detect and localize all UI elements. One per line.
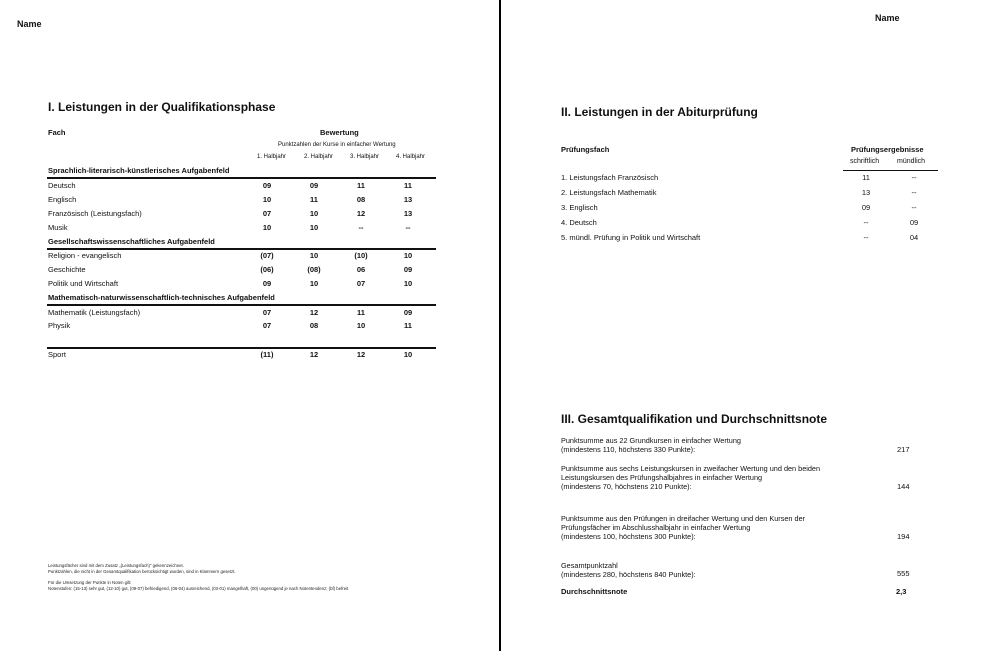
average-grade-label: Durchschnittsnote <box>561 587 628 596</box>
score-cell: -- <box>405 223 411 232</box>
semester-header-4: 4. Halbjahr <box>396 154 426 160</box>
group-label: Gesellschaftswissenschaftliches Aufgabenfeld <box>48 237 215 246</box>
score-cell: -- <box>358 223 364 232</box>
exam-written-score: 11 <box>862 173 870 182</box>
score-cell: 09 <box>403 265 413 274</box>
score-cell: 10 <box>309 209 319 218</box>
exam-written-score: -- <box>863 233 869 242</box>
group-label: Mathematisch-naturwissenschaftlich-technisches Aufgabenfeld <box>48 293 275 302</box>
subject-name: Englisch <box>48 195 77 204</box>
sum-text-line: Prüfungsfächer im Abschlusshalbjahr in einfacher Wertung <box>561 523 751 532</box>
rating-subtitle: Punktzahlen der Kurse in einfacher Wertung <box>278 142 396 148</box>
semester-header-2: 2. Halbjahr <box>304 154 334 160</box>
subject-name-sport: Sport <box>48 350 66 359</box>
exam-written-score: -- <box>863 218 869 227</box>
score-cell: 10 <box>403 350 413 359</box>
column-header-rating: Bewertung <box>320 128 359 137</box>
column-header-oral: mündlich <box>897 158 926 165</box>
score-cell: 13 <box>403 209 413 218</box>
column-header-exam-subject: Prüfungsfach <box>561 145 610 154</box>
group-rule <box>47 177 436 179</box>
subject-name: Musik <box>48 223 68 232</box>
section-title-exam: II. Leistungen in der Abiturprüfung <box>561 105 758 119</box>
sum-text-line: (mindestens 100, höchstens 300 Punkte): <box>561 532 696 541</box>
subject-name: Politik und Wirtschaft <box>48 279 119 288</box>
subject-name: Mathematik (Leistungsfach) <box>48 308 141 317</box>
average-grade-value: 2,3 <box>896 587 907 596</box>
subject-name: Religion - evangelisch <box>48 251 122 260</box>
section-title-qualification: I. Leistungen in der Qualifikationsphase <box>48 100 276 114</box>
semester-header-1: 1. Halbjahr <box>257 154 287 160</box>
sum-value: 555 <box>897 569 910 578</box>
footnote: Für die Umsetzung der Punkte in Noten gilt: <box>48 580 132 585</box>
exam-written-score: 09 <box>861 203 871 212</box>
exam-oral-score: -- <box>911 203 917 212</box>
score-cell: 12 <box>356 350 366 359</box>
score-cell: 06 <box>356 265 366 274</box>
sum-value: 217 <box>897 445 910 454</box>
score-cell: 10 <box>309 279 319 288</box>
exam-subject: 1. Leistungsfach Französisch <box>561 173 659 182</box>
score-cell: 10 <box>403 251 413 260</box>
page-divider <box>499 0 501 651</box>
score-cell: 11 <box>404 321 412 330</box>
score-cell: 08 <box>309 321 319 330</box>
sum-text-line: (mindestens 280, höchstens 840 Punkte): <box>561 570 696 579</box>
score-cell: 11 <box>310 195 318 204</box>
score-cell: 11 <box>357 308 365 317</box>
footnote: Punktzahlen, die nicht in der Gesamtqualifikation berücksichtigt wurden, sind in Klammern gesetzt. <box>48 568 236 574</box>
sum-text-line: Punktsumme aus sechs Leistungskursen in zweifacher Wertung und den beiden <box>561 464 821 473</box>
group-rule <box>47 304 436 306</box>
score-cell: (08) <box>307 265 321 274</box>
score-cell: 13 <box>403 195 413 204</box>
subject-name: Physik <box>48 321 71 330</box>
score-cell: 09 <box>403 308 413 317</box>
column-header-subject: Fach <box>48 128 66 137</box>
sum-item-total <box>561 561 861 579</box>
sum-value: 194 <box>897 532 910 541</box>
exam-oral-score: 09 <box>909 218 919 227</box>
left-page <box>0 0 499 651</box>
sum-text-line: Leistungskursen des Prüfungshalbjahres in einfacher Wertung <box>561 473 763 482</box>
score-cell: 12 <box>309 350 319 359</box>
footnote: Leistungsfächer sind mit dem Zusatz „(Leistungsfach)“ gekennzeichnet. <box>48 563 184 568</box>
sport-rule <box>47 347 436 349</box>
score-cell: 12 <box>356 209 366 218</box>
score-cell: 09 <box>262 181 272 190</box>
score-cell: 11 <box>404 181 412 190</box>
sum-text-line: (mindestens 110, höchstens 330 Punkte): <box>561 445 696 454</box>
score-cell: 10 <box>356 321 366 330</box>
footnote: Notenstufen: (15-13) sehr gut, (12-10) gut, (09-07) befriedigend, (06-04) ausreichend, (03-01) mangelhaft, (00) ungenügend je nach Notentendenz; (bf) befreit <box>48 585 349 591</box>
score-cell: 08 <box>356 195 366 204</box>
sum-text-line: Gesamtpunktzahl <box>561 561 618 570</box>
score-cell: 07 <box>262 321 272 330</box>
column-header-written: schriftlich <box>850 158 880 165</box>
name-label: Name <box>875 13 900 23</box>
score-cell: 07 <box>262 308 272 317</box>
section-title-total: III. Gesamtqualifikation und Durchschnittsnote <box>561 412 828 426</box>
sum-item-exams <box>561 514 861 541</box>
name-label: Name <box>17 19 42 29</box>
score-cell: (10) <box>354 251 368 260</box>
sum-value: 144 <box>897 482 910 491</box>
subject-name: Geschichte <box>48 265 86 274</box>
sum-text-line: (mindestens 70, höchstens 210 Punkte): <box>561 482 692 491</box>
exam-oral-score: 04 <box>909 233 919 242</box>
subject-name: Deutsch <box>48 181 76 190</box>
score-cell: 12 <box>309 308 319 317</box>
sum-text-line: Punktsumme aus 22 Grundkursen in einfacher Wertung <box>561 436 741 445</box>
exam-oral-score: -- <box>911 188 917 197</box>
column-header-exam-results: Prüfungsergebnisse <box>851 145 924 154</box>
group-rule <box>47 248 436 250</box>
score-cell: 10 <box>262 223 272 232</box>
exam-header-rule <box>843 170 938 171</box>
group-label: Sprachlich-literarisch-künstlerisches Aufgabenfeld <box>48 166 230 175</box>
score-cell: 09 <box>309 181 319 190</box>
score-cell: 10 <box>403 279 413 288</box>
exam-subject: 4. Deutsch <box>561 218 597 227</box>
score-cell: 07 <box>262 209 272 218</box>
score-cell: 07 <box>356 279 366 288</box>
exam-subject: 3. Englisch <box>561 203 598 212</box>
score-cell: 10 <box>309 251 319 260</box>
exam-written-score: 13 <box>861 188 871 197</box>
sum-text-line: Punktsumme aus den Prüfungen in dreifacher Wertung und den Kursen der <box>561 514 806 523</box>
subject-name: Französisch (Leistungsfach) <box>48 209 142 218</box>
score-cell: (11) <box>260 350 274 359</box>
score-cell: 09 <box>262 279 272 288</box>
score-cell: 10 <box>262 195 272 204</box>
sum-item-basic-courses <box>561 436 861 454</box>
semester-header-3: 3. Halbjahr <box>350 154 380 160</box>
score-cell: (06) <box>260 265 274 274</box>
sum-item-advanced-courses <box>561 464 861 491</box>
exam-subject: 2. Leistungsfach Mathematik <box>561 188 657 197</box>
score-cell: 10 <box>309 223 319 232</box>
exam-oral-score: -- <box>911 173 917 182</box>
exam-subject: 5. mündl. Prüfung in Politik und Wirtschaft <box>561 233 701 242</box>
score-cell: (07) <box>260 251 274 260</box>
score-cell: 11 <box>357 181 365 190</box>
